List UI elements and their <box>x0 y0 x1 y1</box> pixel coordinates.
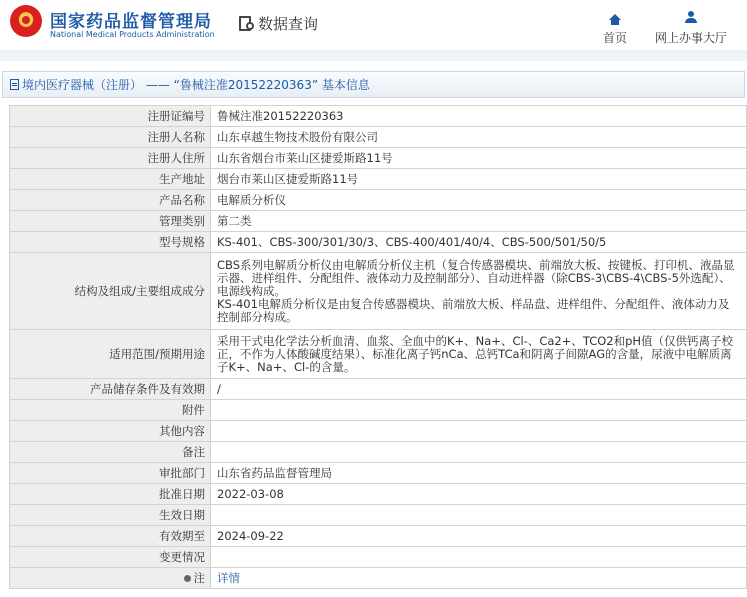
table-row <box>10 379 747 400</box>
nav-online-services-button[interactable] <box>650 9 732 46</box>
table-row <box>10 211 747 232</box>
note-label: 注 <box>193 570 205 585</box>
row-label: 其他内容 <box>10 421 211 442</box>
table-row <box>10 253 747 330</box>
row-label <box>10 568 211 589</box>
breadcrumb-text: 境内医疗器械（注册） —— “鲁械注准20152220363” 基本信息 <box>22 78 370 92</box>
table-row <box>10 442 747 463</box>
table-row <box>10 232 747 253</box>
table-row <box>10 330 747 379</box>
detail-table-container <box>9 105 747 589</box>
user-icon <box>685 11 697 23</box>
row-value <box>211 568 747 589</box>
row-label: 结构及组成/主要组成成分 <box>10 253 211 330</box>
row-label: 附件 <box>10 400 211 421</box>
table-row <box>10 421 747 442</box>
nav-home-label: 首页 <box>602 31 627 45</box>
row-label: 注册人名称 <box>10 127 211 148</box>
row-label: 产品名称 <box>10 190 211 211</box>
row-label: 适用范围/预期用途 <box>10 330 211 379</box>
row-value: 2024-09-22 <box>211 526 747 547</box>
document-icon <box>10 79 19 90</box>
row-label: 产品储存条件及有效期 <box>10 379 211 400</box>
table-row <box>10 547 747 568</box>
home-icon <box>609 14 621 20</box>
row-value: 电解质分析仪 <box>211 190 747 211</box>
row-label: 型号规格 <box>10 232 211 253</box>
row-label: 生产地址 <box>10 169 211 190</box>
row-value: 烟台市莱山区捷爱斯路11号 <box>211 169 747 190</box>
row-label: 批准日期 <box>10 484 211 505</box>
row-value <box>211 400 747 421</box>
table-row <box>10 127 747 148</box>
nav-home-button[interactable] <box>598 9 632 46</box>
header-divider-band <box>0 50 747 61</box>
row-label: 注册证编号 <box>10 106 211 127</box>
table-row <box>10 526 747 547</box>
data-query-label: 数据查询 <box>258 15 319 33</box>
row-label: 管理类别 <box>10 211 211 232</box>
table-row <box>10 568 747 589</box>
national-emblem-icon <box>10 5 42 37</box>
row-value-paragraph: KS-401电解质分析仪是由复合传感器模块、前端放大板、样品盘、进样组件、分配组件、液体动力及控制部分构成。 <box>217 296 730 324</box>
row-value: 山东省药品监督管理局 <box>211 463 747 484</box>
row-value: KS-401、CBS-300/301/30/3、CBS-400/401/40/4、CBS-500/501/50/5 <box>211 232 747 253</box>
details-link[interactable]: 详情 <box>217 570 240 585</box>
table-row <box>10 400 747 421</box>
row-value: / <box>211 379 747 400</box>
table-row <box>10 169 747 190</box>
row-value: 鲁械注准20152220363 <box>211 106 747 127</box>
row-value: 山东省烟台市莱山区捷爱斯路11号 <box>211 148 747 169</box>
row-value-paragraph: CBS系列电解质分析仪由电解质分析仪主机（复合传感器模块、前端放大板、按键板、打印机、液晶显示器、进样组件、分配组件、液体动力及控制部分）、自动进样器（除CBS-3\CBS-4\CBS-5外选配）、电源线构成。 <box>217 257 735 298</box>
nav-online-label: 网上办事大厅 <box>654 31 727 45</box>
table-row <box>10 106 747 127</box>
table-row <box>10 484 747 505</box>
row-value <box>211 547 747 568</box>
row-label: 审批部门 <box>10 463 211 484</box>
row-label: 生效日期 <box>10 505 211 526</box>
data-query-link[interactable] <box>238 13 318 34</box>
row-value: 2022-03-08 <box>211 484 747 505</box>
row-label: 注册人住所 <box>10 148 211 169</box>
row-label: 有效期至 <box>10 526 211 547</box>
site-header <box>0 0 747 50</box>
logo-title-en[interactable]: National Medical Products Administration <box>50 30 215 39</box>
row-value <box>211 253 747 330</box>
logo-title-cn[interactable]: 国家药品监督管理局 <box>50 12 212 32</box>
row-label: 变更情况 <box>10 547 211 568</box>
row-label: 备注 <box>10 442 211 463</box>
table-row <box>10 190 747 211</box>
row-value: 采用干式电化学法分析血清、血浆、全血中的K+、Na+、Cl-、Ca2+、TCO2和pH值（仅供钙离子校正，不作为人体酸碱度结果）、标准化离子钙nCa、总钙TCa和阴离子间隙AG的含量，尿液中电解质离子K+、Na+、Cl-的含量。 <box>211 330 747 379</box>
detail-table <box>9 105 747 589</box>
row-value <box>211 421 747 442</box>
lightbulb-icon <box>184 575 191 582</box>
row-value: 第二类 <box>211 211 747 232</box>
row-value <box>211 442 747 463</box>
row-value <box>211 505 747 526</box>
table-row <box>10 505 747 526</box>
table-row <box>10 463 747 484</box>
document-search-icon <box>238 15 256 33</box>
breadcrumb <box>2 71 745 98</box>
table-row <box>10 148 747 169</box>
row-value: 山东卓越生物技术股份有限公司 <box>211 127 747 148</box>
